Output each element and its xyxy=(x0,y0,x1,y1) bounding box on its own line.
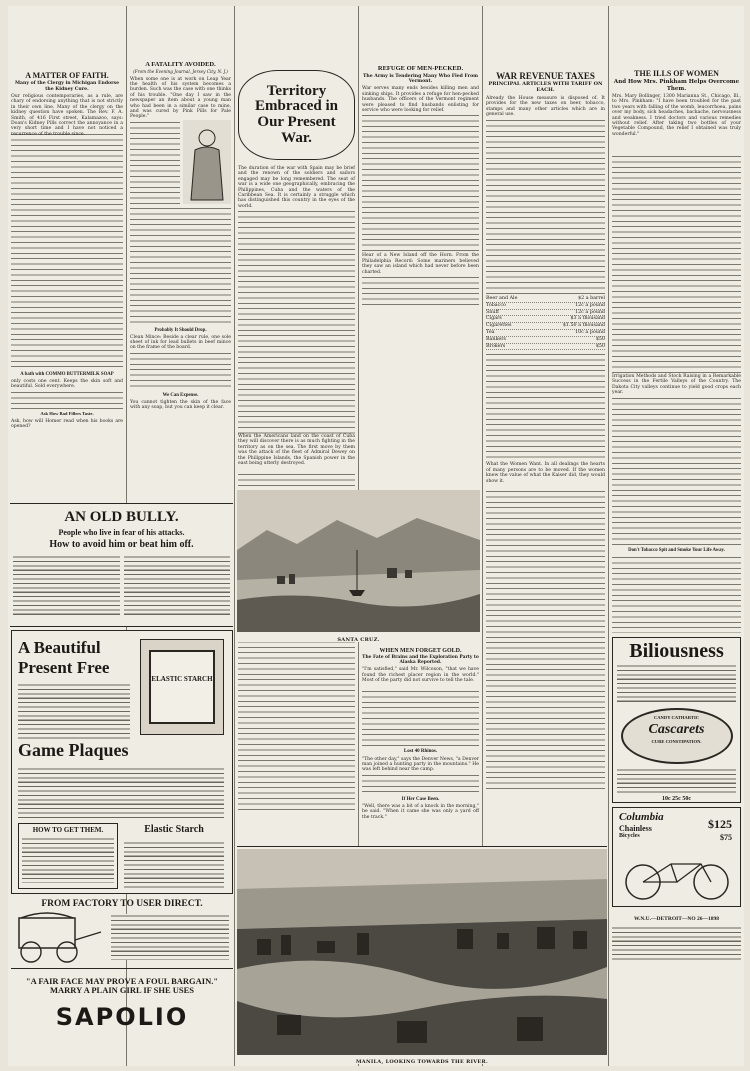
tariff-rate: 12c a pound xyxy=(575,309,605,315)
ad-old-bully xyxy=(10,503,233,627)
bicycle-illustration xyxy=(619,856,739,902)
story-body-fatality: When some one is at work on Leap Year the health of his system becomes a burden. Such was the case with one thinks of his trouble. "One day I saw in the newspaper an item about a young man who had been in a similar case to mine, and was cured by Pink Pills for Pale People." xyxy=(130,76,231,120)
territory-text xyxy=(238,209,355,434)
story-title-case: If Her Case Been. xyxy=(401,796,440,802)
tariff-item: Cigars xyxy=(486,316,502,322)
tobacco-text xyxy=(612,555,741,633)
tariff-text xyxy=(486,352,605,462)
story-deck: Many of the Clergy in Michigan Endorse the Kidney Cure. xyxy=(14,81,120,92)
story-body: Our religious contemporaries, as a rule, are chary of endorsing anything that is not strictly in their own line. Many of the clergy on the kidney question have spoken. The Rev. F. A. Smith, of 416 First street, Kalamazoo, says: Doan's Kidney Pills correct the annoyance in a very short time and I have not noticed a recurrence of the trouble since. xyxy=(11,93,123,137)
santa-cruz-figure xyxy=(237,490,480,642)
elastic-starch-title: Elastic Starch xyxy=(144,824,204,835)
rhinos-text xyxy=(362,773,479,795)
ad-sapolio-brand: SAPOLIO xyxy=(55,1002,189,1031)
ad-game-plaques-title: Game Plaques xyxy=(18,740,129,760)
ills-text xyxy=(612,154,741,374)
tariff-row xyxy=(486,344,605,351)
territory-body-1: The duration of the war with Spain may be brief and the renown of the soldiers and sailors engaged may be long remembered. The seat of war is a wide one geographically, embracing the Philippines, Cuba and the waters of the Caribbean Sea. It is certainly a struggle which has distinguished this country in the eyes of the world. xyxy=(238,166,355,209)
story-body-gold: "I'm satisfied," said Mr. Wilcoxon, "that we have found the richest placer region in the world." Most of the party did not survive to tell the tale. xyxy=(362,667,479,684)
ills-body-2: Irrigation Methods and Stock Raising in a Remarkable Success in the Fertile Valleys of the Country. The Dakota City valleys continue to yield good crops each year. xyxy=(612,374,741,396)
columbia-model: Chainless xyxy=(619,823,652,833)
story-title-expense: We Can Expense. xyxy=(162,392,199,398)
how-to-text xyxy=(22,837,114,883)
tobacco-heading: Don't Tobacco Spit and Smoke Your Life Away. xyxy=(628,548,725,554)
filler-text xyxy=(11,390,123,410)
ad-old-bully-line2: How to avoid him or beat him off. xyxy=(49,539,194,551)
ad-old-bully-title: AN OLD BULLY. xyxy=(64,509,179,525)
ad-sapolio xyxy=(11,968,233,1064)
column-3 xyxy=(235,6,358,834)
manila-caption: MANILA, LOOKING TOWARDS THE RIVER. xyxy=(355,1059,489,1065)
story-title-matter-of-faith: A MATTER OF FAITH. xyxy=(25,71,109,80)
war-revenue-body: Already the House measure is disposed of. It provides for the new taxes on beer, tobacco, stamps and many other articles which are in general use. xyxy=(486,95,605,118)
buttermilk-soap-ad: A bath with COMMO BUTTERMILK SOAP xyxy=(20,371,114,377)
cascarets-top-label: CANDY CATHARTIC xyxy=(653,715,700,721)
filler-text-2 xyxy=(130,351,231,391)
story-body-drop: Clean Mince: Beside a clear rule, one sole sheet of ink for lead bullets in beef mince on the frame of the board. xyxy=(130,334,231,351)
manila-figure xyxy=(237,846,607,1064)
ad-game-plaques-text xyxy=(18,767,224,819)
ad-columbia-bicycle xyxy=(612,807,741,907)
story-title-fillers: Ask How Bad Fillers Taste. xyxy=(40,410,94,416)
cascarets-oval xyxy=(621,708,733,764)
columbia-model-2: Bicycles xyxy=(619,832,640,839)
newspaper-page xyxy=(8,6,744,1066)
refuge-text xyxy=(362,113,479,253)
cascarets-brand: Cascarets xyxy=(648,721,705,737)
ad-old-bully-line1: People who live in fear of his attacks. xyxy=(58,527,185,537)
tariff-rate: $50 xyxy=(595,336,605,342)
ills-text-continued xyxy=(612,396,741,546)
story-body-continued xyxy=(11,132,123,370)
starch-box-image xyxy=(140,639,224,735)
ad-starch-title-1: A Beautiful xyxy=(18,638,101,657)
ills-body-1: Mrs. Mary Bollinger, 1300 Marianna St., Chicago, Ill., to Mrs. Pinkham: "I have been troubled for the past two years with falling of the womb, leucorrhoea, pains over my body, sick headaches, backache, nervousness and weakness. I tried doctors and various remedies without relief. After taking two bottles of your Vegetable Compound, the relief I obtained was truly wonderful." xyxy=(612,94,741,137)
war-revenue-text xyxy=(486,118,605,294)
story-deck-refuge: The Army is Tendering Many Who Fled From Vermont. xyxy=(362,73,479,85)
cascarets-price: 10c 25c 50c xyxy=(662,796,691,803)
ad-old-bully-text-left xyxy=(13,555,120,617)
ad-factory-title: FROM FACTORY TO USER DIRECT. xyxy=(41,899,203,909)
tariff-rate: 10c a pound xyxy=(575,329,605,335)
tariff-item: Tea xyxy=(486,329,495,335)
story-deck-war-revenue: PRINCIPAL ARTICLES WITH TARIFF ON EACH. xyxy=(488,81,603,94)
tariff-item: Cigarettes xyxy=(486,323,512,329)
columbia-price-2: $75 xyxy=(720,833,732,843)
how-to-get-them-box xyxy=(18,823,118,889)
story-text-continued xyxy=(130,206,231,326)
tariff-item: Beer and Ale xyxy=(486,295,518,301)
story-text xyxy=(130,120,180,204)
tariff-item: Bankers xyxy=(486,336,506,342)
tariff-row xyxy=(486,337,605,344)
ad-factory-direct xyxy=(11,898,233,966)
story-body-fillers: Ask, how will Homer read when his books are opened? xyxy=(11,418,123,430)
cascarets-text xyxy=(617,768,736,794)
tariff-row xyxy=(486,303,605,310)
story-body-expense: You cannot tighten the skin of the face with any soap, but you can keep it clear. xyxy=(130,399,231,411)
santa-cruz-caption: SANTA CRUZ. xyxy=(337,637,380,643)
story-title-ills-of-women: THE ILLS OF WOMEN xyxy=(634,69,719,78)
ad-sapolio-quote: "A FAIR FACE MAY PROVE A FOUL BARGAIN." MARRY A PLAIN GIRL IF SHE USES xyxy=(25,976,219,995)
story-deck-gold: The Fate of Brains and the Exploration Party to Alaska Reported. xyxy=(362,655,479,666)
story-title-fatality: A FATALITY AVOIDED. xyxy=(145,61,216,68)
columbia-price: $125 xyxy=(708,817,732,832)
story-title-rhinos: Lost 40 Rhinos. xyxy=(403,749,438,755)
tariff-row xyxy=(486,323,605,330)
tariff-rate: 12c a pound xyxy=(575,302,605,308)
manila-image xyxy=(237,849,607,1055)
ad-elastic-starch xyxy=(11,630,233,894)
tariff-item: Snuff xyxy=(486,309,499,315)
tariff-item: Tobacco xyxy=(486,302,506,308)
column-4-lower xyxy=(359,646,482,844)
tariff-rate: $2 a barrel xyxy=(578,295,605,301)
ad-factory-text xyxy=(111,914,229,960)
story-title-gold: WHEN MEN FORGET GOLD. xyxy=(379,648,462,654)
story-deck-fatality: (From the Evening Journal, Jersey City, N. J.) xyxy=(133,68,228,74)
starch-box-label: ELASTIC STARCH xyxy=(151,675,213,683)
ad-starch-title-2: Present Free xyxy=(18,658,110,677)
tariff-row xyxy=(486,330,605,337)
headline-territory: Territory Embraced in Our Present War. xyxy=(255,82,338,146)
gold-text xyxy=(362,689,479,747)
woman-illustration xyxy=(183,120,231,204)
tariff-list xyxy=(486,296,605,350)
ad-old-bully-text-right xyxy=(124,555,231,617)
column-5 xyxy=(483,6,608,834)
elastic-starch-text xyxy=(124,841,224,889)
tariff-rate: $50 xyxy=(595,343,605,349)
war-revenue-body-2: What the Women Want. In all dealings the hearts of many persons are to be moved. If the women knew the value of what the Kaiser did, they would show it. xyxy=(486,462,605,484)
column-6 xyxy=(609,6,744,1064)
tariff-item: Brokers xyxy=(486,343,506,349)
ad-biliousness-title: Biliousness xyxy=(629,640,724,663)
tariff-rate: $1.50 a thousand xyxy=(562,323,605,329)
tariff-row xyxy=(486,296,605,303)
page-footer: W.N.U.—DETROIT—NO 26—1898 xyxy=(633,916,720,923)
column-2 xyxy=(127,6,234,502)
story-body-refuge: War serves many ends besides killing men and sinking ships. It provides a refuge for hen-pecked husbands. The officers of the Vermont regiment were pleased to find husbands enlisting for service who were looking for relief. xyxy=(362,86,479,113)
footer-text xyxy=(612,926,741,962)
story-body-case: "Well, there was a bit of a knock in the morning," he said. "When it came she was only a yard off the track." xyxy=(362,803,479,820)
headline-box xyxy=(238,70,355,160)
ad-biliousness-text xyxy=(617,664,736,704)
war-revenue-text-continued xyxy=(486,489,605,789)
story-body-island: Hear of a New Island off the Horn. From the Philadelphia Record: Some mariners believed they saw an island which had never before been charted. xyxy=(362,253,479,275)
tariff-rate: $3 a thousand xyxy=(570,316,605,322)
story-title-war-revenue: WAR REVENUE TAXES xyxy=(496,71,595,81)
buttermilk-soap-text: only costs one cent. Keeps the skin soft and beautiful. Sold everywhere. xyxy=(11,378,123,390)
territory-body-2: When the Americans land on the coast of Cuba they will discover there is as much fighting in the territory as on the sea. The first move by them was the attack of the fleet of Admiral Dewey on the Philippine Islands, the Spanish power in the east being utterly destroyed. xyxy=(238,434,355,467)
story-title-drop: Probably It Should Drop. xyxy=(154,327,207,333)
island-text xyxy=(362,275,479,309)
story-deck-ills-of-women: And How Mrs. Pinkham Helps Overcome Them. xyxy=(613,79,740,92)
story-title-refuge: REFUGE OF MEN-PECKED. xyxy=(377,65,464,72)
cascarets-bottom-label: CURE CONSTIPATION. xyxy=(651,738,702,744)
ad-biliousness xyxy=(612,637,741,803)
story-body-rhinos: "The other day," says the Denver News, "a Denver man joined a hunting party in the mountains." He was left behind near the camp. xyxy=(362,756,479,773)
ad-starch-text xyxy=(18,683,130,739)
columbia-brand: Columbia xyxy=(619,811,664,824)
santa-cruz-image xyxy=(237,490,480,632)
how-to-get-them-title: HOW TO GET THEM. xyxy=(32,826,104,834)
